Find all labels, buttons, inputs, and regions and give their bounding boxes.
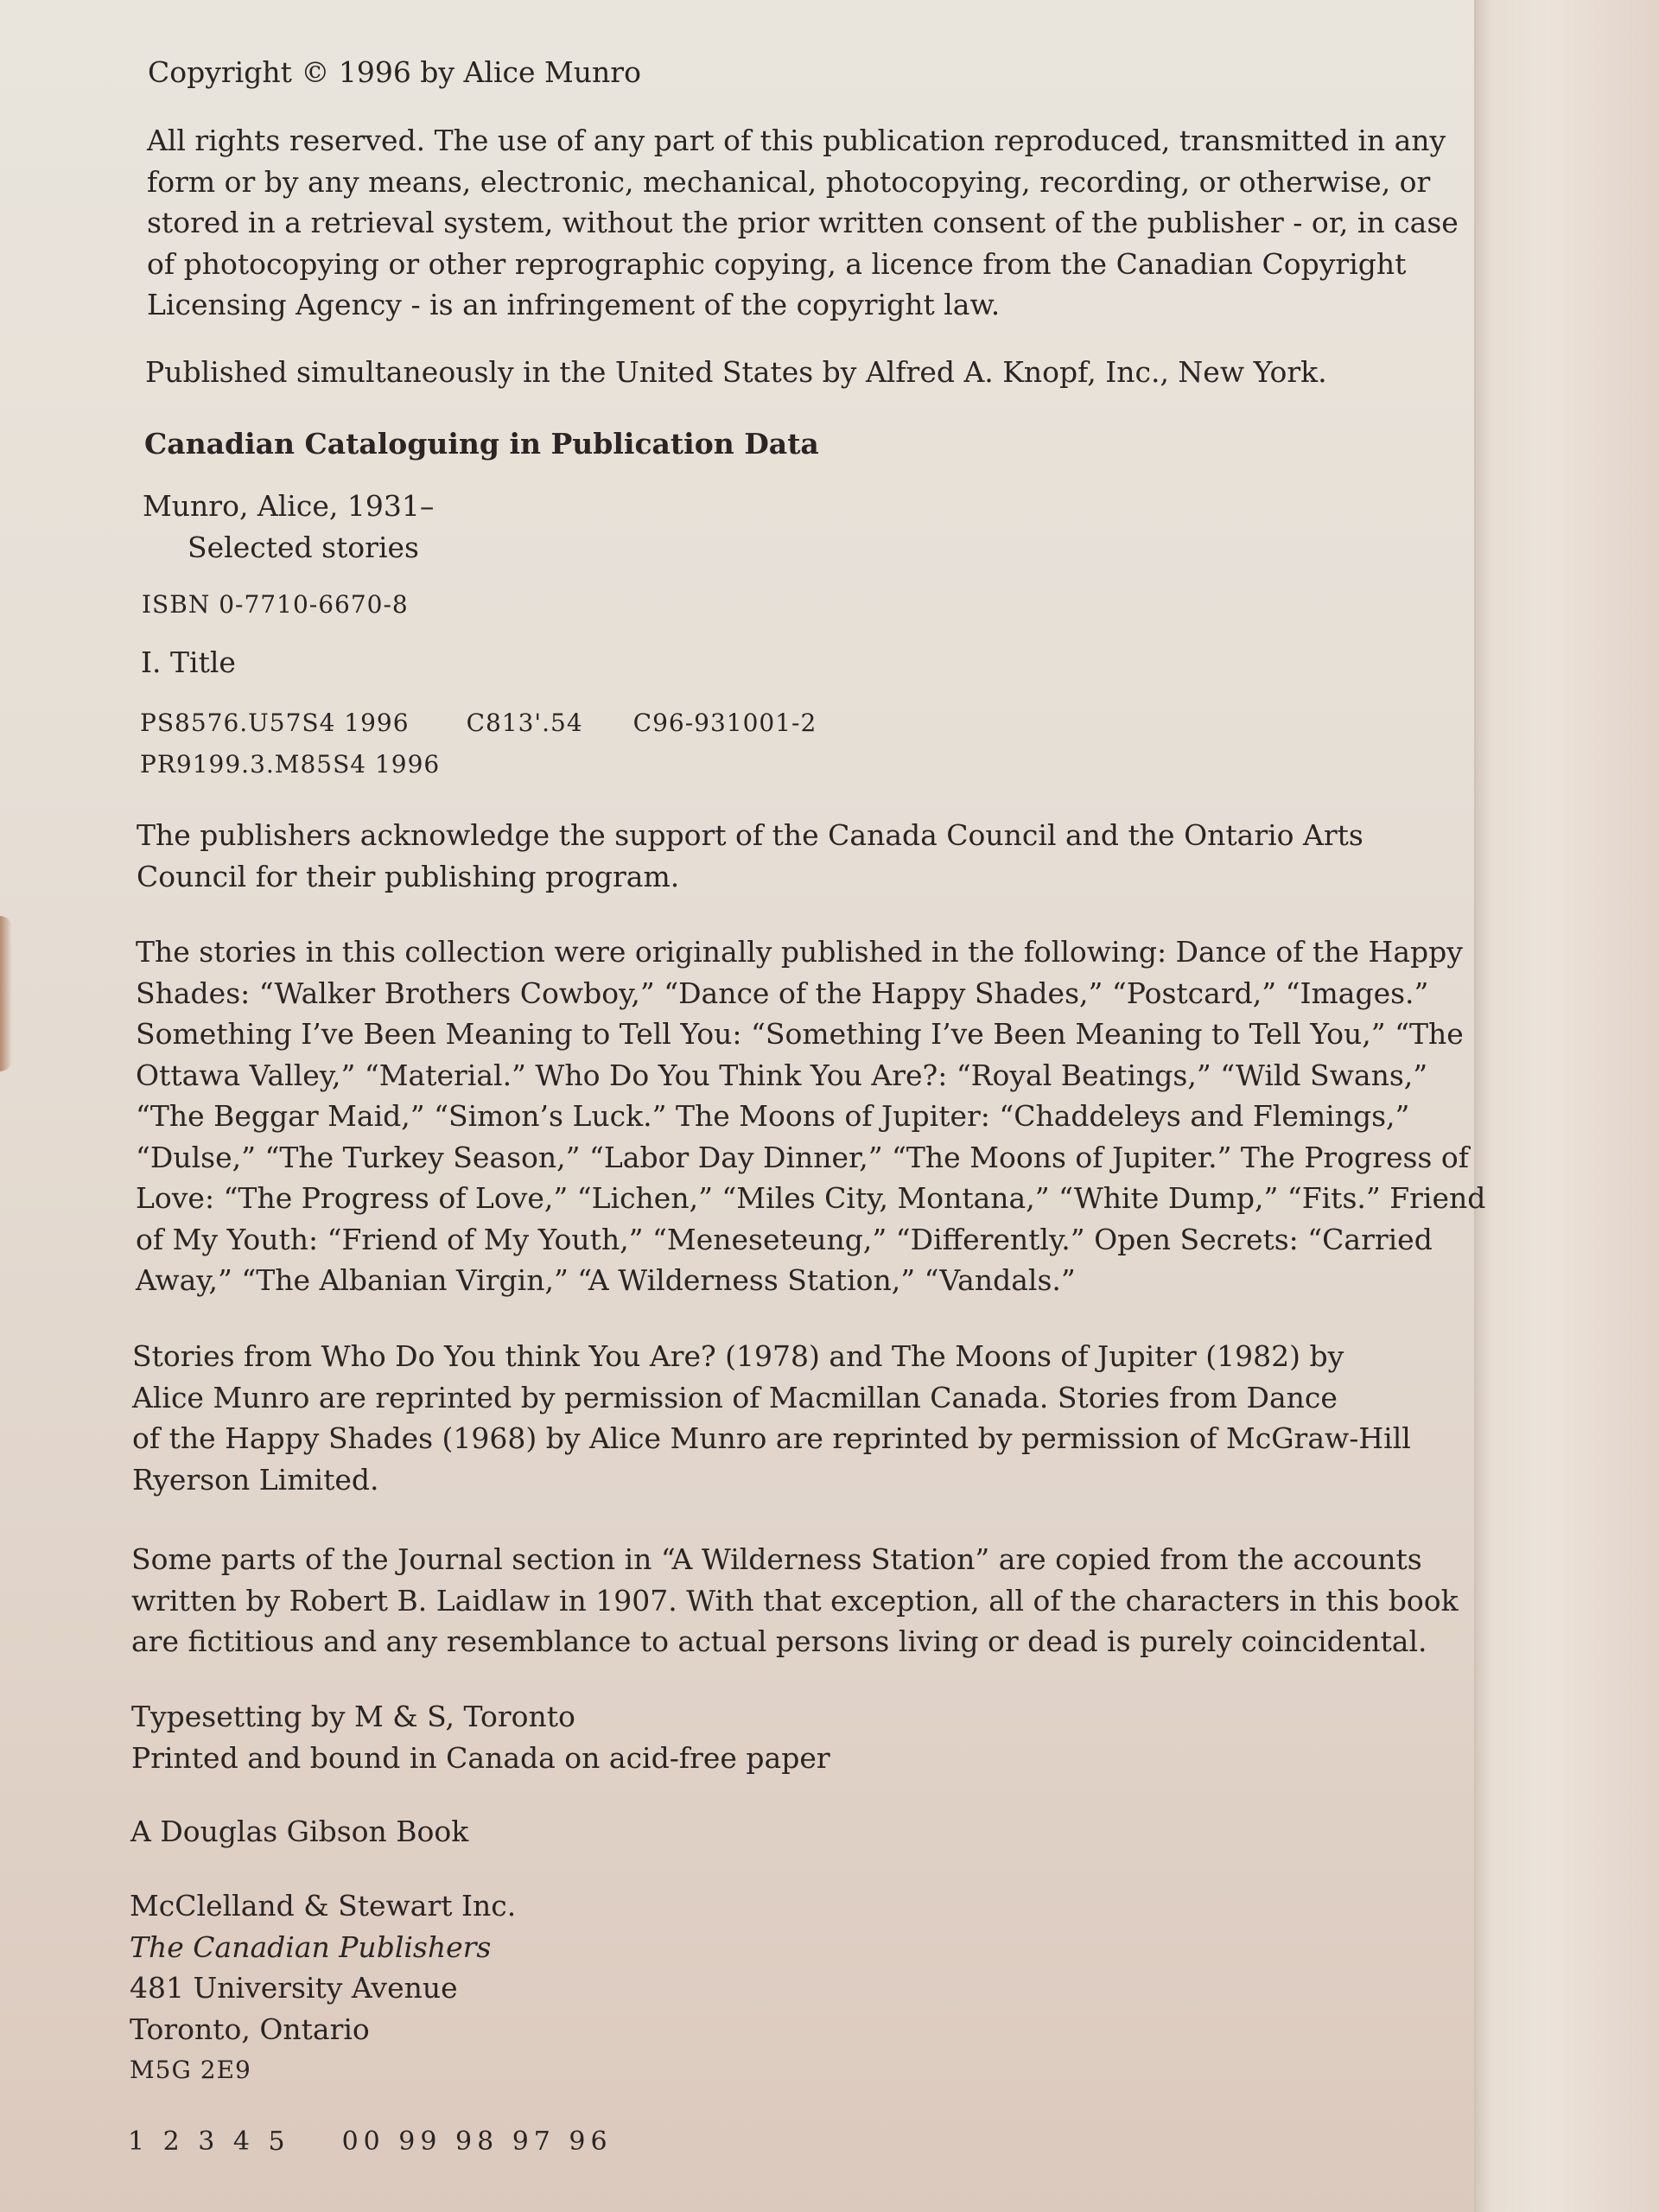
- publisher-street: 481 University Avenue: [130, 1971, 458, 2005]
- cip-isbn: ISBN 0-7710-6670-8: [142, 590, 409, 619]
- publisher-address: [130, 1885, 516, 2091]
- publisher-postal: M5G 2E9: [130, 2056, 251, 2084]
- cip-call-number-2: PR9199.3.M85S4 1996: [140, 749, 441, 779]
- printing-number-line: [128, 2121, 613, 2163]
- cip-call-number: PS8576.U57S4 1996: [140, 709, 410, 737]
- journal-paragraph: Some parts of the Journal section in “A Wilderness Station” are copied from the accounts written by Robert B. Laidlaw in 1907. With that exception, all of the characters in this book are fictitious and any resemblance to actual persons living or dead is purely coincidental.: [131, 1542, 1459, 1658]
- printing-info: Typesetting by M & S, Toronto Printed and bound in Canada on acid-free paper: [131, 1700, 830, 1775]
- reprint-paragraph: Stories from Who Do You think You Are? (1978) and The Moons of Jupiter (1982) by Alice Munro are reprinted by permission of Macmillan Canada. Stories from Dance of the Happy Shades (1968) by Alice Munro are reprinted by permission of McGraw-Hill Ryerson Limited.: [132, 1339, 1411, 1497]
- cip-author-title: Munro, Alice, 1931– Selected stories: [143, 489, 435, 564]
- cip-classification: [140, 702, 817, 785]
- publisher-name: McClelland & Stewart Inc.: [130, 1889, 517, 1923]
- cip-subject: I. Title: [141, 645, 236, 679]
- facing-page-edge: [1474, 0, 1659, 2212]
- stories-paragraph: The stories in this collection were originally published in the following: Dance of the Happy Shades: “Walker Brothers Cowboy,” “Dance of the Happy Shades,” “Postcard,” “Images.” Something I’ve Been Meaning to Tell You: “Something I’ve Been Meaning to Tell You,” “The Ottawa Valley,” “Material.” Who Do You Think You Are?: “Royal Beatings,” “Wild Swans,” “The Beggar Maid,” “Simon’s Luck.” The Moons of Jupiter: “Chaddeleys and Flemings,” “Dulse,” “The Turkey Season,” “Labor Day Dinner,” “The Moons of Jupiter.” The Progress of Love: “The Progress of Love,” “Lichen,” “Miles City, Montana,” “White Dump,” “Fits.” Friend of My Youth: “Friend of My Youth,” “Meneseteung,” “Differently.” Open Secrets: “Carried Away,” “The Albanian Virgin,” “A Wilderness Station,” “Vandals.”: [136, 935, 1486, 1297]
- year-numbers: 00 99 98 97 96: [341, 2126, 613, 2157]
- publisher-city: Toronto, Ontario: [130, 2012, 370, 2046]
- copyright-line: Copyright © 1996 by Alice Munro: [148, 55, 641, 89]
- publisher-tagline: The Canadian Publishers: [130, 1929, 492, 1964]
- rights-paragraph: All rights reserved. The use of any part of this publication reproduced, transmitted in any form or by any means, electronic, mechanical, photocopying, recording, or otherwise, or stored in a retrieval system, without the prior written consent of the publisher - or, in case of photocopying or other reprographic copying, a licence from the Canadian Copyright Licensing Agency - is an infringement of the copyright law.: [147, 124, 1459, 321]
- cip-dewey: C813'.54: [466, 709, 583, 737]
- published-line: Published simultaneously in the United States by Alfred A. Knopf, Inc., New York.: [145, 355, 1327, 389]
- acknowledgement-paragraph: The publishers acknowledge the support of the Canada Council and the Ontario Arts Council for their publishing program.: [137, 818, 1363, 893]
- cip-classification-row: [140, 702, 817, 744]
- cip-number: C96-931001-2: [632, 709, 817, 737]
- impression-numbers: 1 2 3 4 5: [128, 2126, 290, 2157]
- cip-heading: Canadian Cataloguing in Publication Data: [144, 427, 819, 461]
- imprint-line: A Douglas Gibson Book: [130, 1815, 469, 1848]
